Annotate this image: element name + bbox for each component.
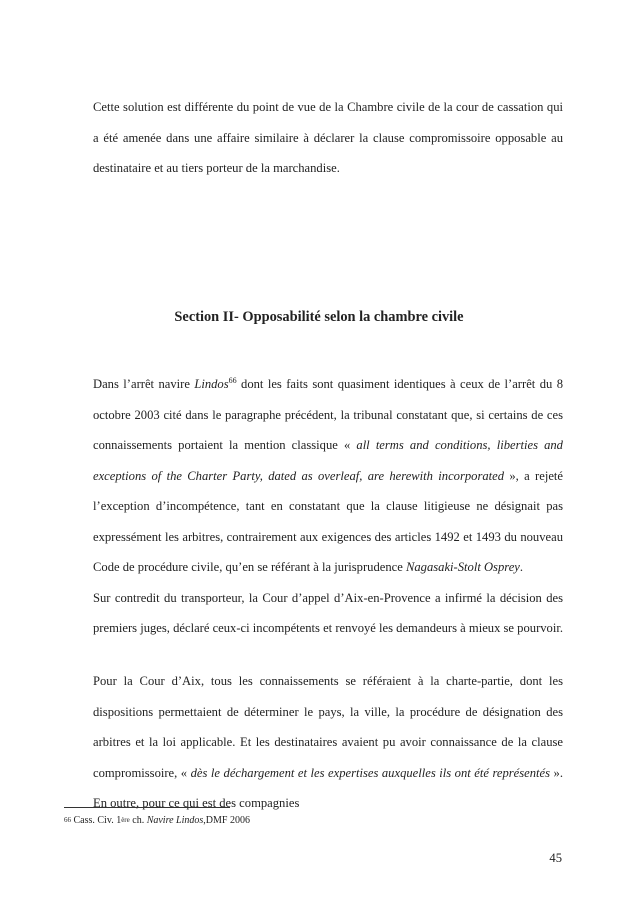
footnote-separator	[64, 807, 230, 808]
paragraph-lindos-text-2: dont les faits sont quasiment identiques à ceux de l’arrêt du 8 octobre 2003 cité dans le paragraphe précédent, la tribunal constatant que, si certains de ces connaissements portaient la mention classique «	[93, 377, 563, 452]
paragraph-aix-text-2: ». En outre, pour ce qui est des compagnies	[93, 765, 564, 810]
paragraph-lindos-text-4: .	[519, 560, 524, 574]
section-heading: Section II- Opposabilité selon la chambre civile	[174, 309, 464, 325]
footnote	[64, 814, 250, 828]
footnote-reference: 66	[228, 375, 237, 385]
paragraph-lindos-text-3: », a rejeté l’exception d’incompétence, tant en constatant que la clause litigieuse ne désignait pas expressément les arbitres, contrairement aux exigences des articles 1492 et 1493 du nouveau Code de procédure civile, qu’en se référant à la jurisprudence	[93, 468, 563, 574]
footnote-text-1: Cass. Civ. 1	[71, 815, 122, 826]
footnote-number: 66	[64, 816, 71, 824]
paragraph-aix	[93, 666, 563, 819]
quoted-clause: all terms and conditions, liberties and exceptions of the Charter Party, dated as overleaf, are herewith incorporated	[93, 438, 563, 483]
footnote-text-2: ch.	[129, 815, 147, 826]
footnote-text-3: ,DMF 2006	[203, 815, 250, 826]
footnote-superscript: ère	[121, 816, 130, 824]
paragraph-appeal-text: Sur contredit du transporteur, la Cour d’appel d’Aix-en-Provence a infirmé la décision des premiers juges, déclaré ceux-ci incompétents et renvoyé les demandeurs à mieux se pourvoir.	[93, 590, 563, 635]
paragraph-aix-text-1: Pour la Cour d’Aix, tous les connaissements se référaient à la charte-partie, dont les dispositions permettaient de déterminer le pays, la ville, la procédure de désignation des arbitres et la loi applicable. Et les destinataires avaient pu avoir connaissance de la clause compromissoire, «	[93, 674, 563, 780]
paragraph-lindos	[93, 369, 563, 644]
page-number: 45	[549, 851, 562, 865]
ship-name: Lindos	[194, 377, 229, 391]
paragraph-lindos-text-1: Dans l’arrêt navire	[93, 377, 195, 391]
quoted-passage: dès le déchargement et les expertises auxquelles ils ont été représentés	[190, 765, 551, 780]
case-name: Nagasaki-Stolt Osprey	[405, 560, 520, 574]
footnote-case-name: Navire Lindos	[146, 815, 204, 826]
paragraph-intro: Cette solution est différente du point de vue de la Chambre civile de la cour de cassation qui a été amenée dans une affaire similaire à déclarer la clause compromissoire opposable au destinataire et au tiers porteur de la marchandise.	[93, 100, 563, 175]
